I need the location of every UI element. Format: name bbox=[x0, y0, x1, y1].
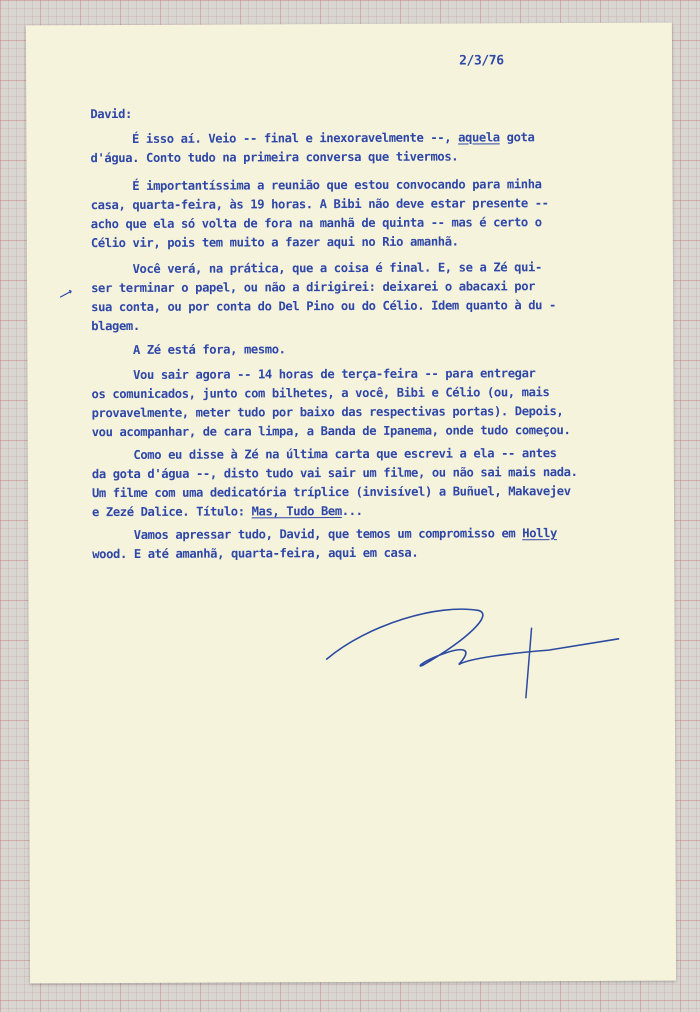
text-line: Vou sair agora -- 14 horas de terça-feira -- para entregar bbox=[91, 366, 536, 383]
text-line: os comunicados, junto com bilhetes, a você, Bibi e Célio (ou, mais bbox=[91, 385, 550, 402]
text-line: e Zezé Dalice. Título: Mas, Tudo Bem... bbox=[92, 503, 363, 520]
paragraph-2 bbox=[90, 177, 549, 262]
text-line: Como eu disse à Zé na última carta que escrevi a ela -- antes bbox=[91, 446, 557, 463]
letter-page bbox=[26, 23, 676, 984]
text-line: wood. E até amanhã, quarta-feira, aqui em casa. bbox=[92, 545, 419, 562]
handwritten-signature bbox=[318, 598, 628, 699]
text-line: provavelmente, meter tudo por baixo das respectivas portas). Depois, bbox=[91, 404, 564, 421]
text-line: blagem. bbox=[91, 318, 140, 334]
letter-date: 2/3/76 bbox=[459, 53, 504, 69]
text-line: casa, quarta-feira, às 19 horas. A Bibi não deve estar presente -- bbox=[90, 196, 549, 213]
text-line: É isso aí. Veio -- final e inexoravelmente --, aquela gota bbox=[90, 130, 535, 147]
text-line: Vamos apressar tudo, David, que temos um compromisso em Holly bbox=[92, 526, 557, 543]
margin-mark bbox=[59, 289, 73, 299]
text-line: da gota d'água --, disto tudo vai sair um filme, ou não sai mais nada. bbox=[91, 465, 578, 482]
text-line: vou acompanhar, de cara limpa, a Banda de Ipanema, onde tudo começou. bbox=[91, 423, 571, 440]
paragraph-3 bbox=[90, 260, 556, 345]
text-line: É importantíssima a reunião que estou convocando para minha bbox=[90, 177, 542, 194]
text-line: Você verá, na prática, que a coisa é final. E, se a Zé qui- bbox=[90, 260, 542, 277]
paragraph-7 bbox=[92, 526, 557, 583]
text-line: d'água. Conto tudo na primeira conversa que tivermos. bbox=[90, 149, 459, 166]
text-line: ser terminar o papel, ou não a dirigirei: deixarei o abacaxi por bbox=[91, 279, 536, 296]
paragraph-5 bbox=[91, 366, 571, 451]
text-line: Célio vir, pois tem muito a fazer aqui no Rio amanhã. bbox=[90, 234, 459, 251]
salutation: David: bbox=[90, 106, 132, 122]
text-line: A Zé está fora, mesmo. bbox=[91, 342, 286, 358]
text-line: sua conta, ou por conta do Del Pino ou do Célio. Idem quanto à du - bbox=[91, 298, 556, 315]
paragraph-6 bbox=[91, 446, 578, 531]
text-line: acho que ela só volta de fora na manhã de quinta -- mas é certo o bbox=[90, 215, 542, 232]
text-line: Um filme com uma dedicatória tríplice (invisível) a Buñuel, Makavejev bbox=[91, 484, 571, 501]
